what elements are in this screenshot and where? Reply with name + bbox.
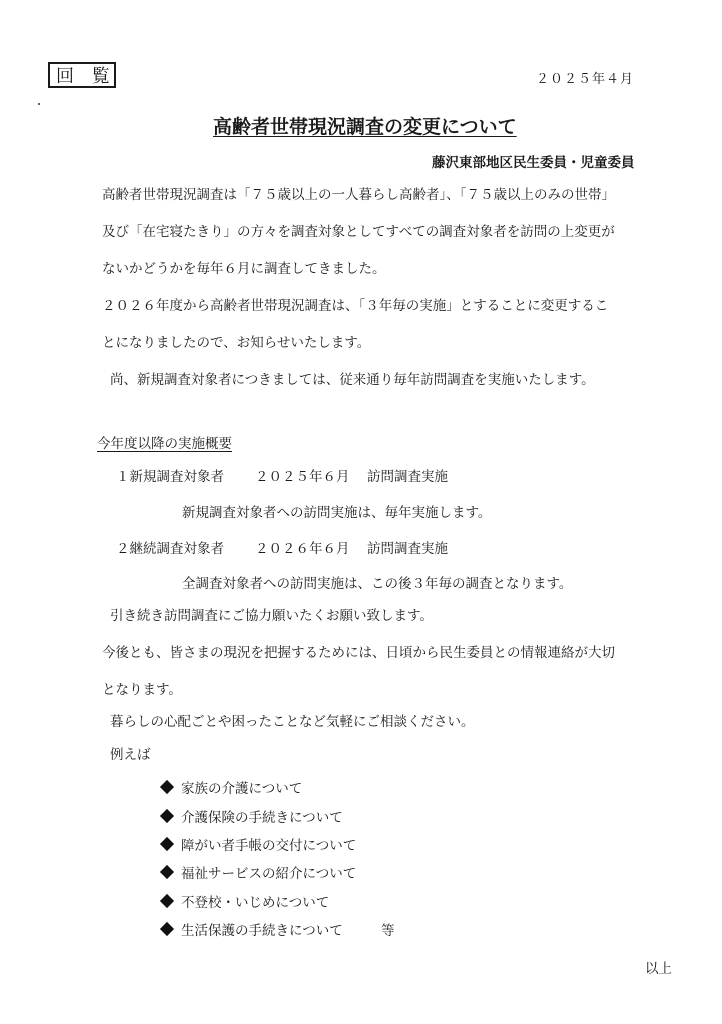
example-item xyxy=(160,779,302,799)
overview-item-date: ２０２６年６月 xyxy=(255,541,350,557)
diamond-bullet-icon xyxy=(160,865,174,879)
overview-heading: 今年度以降の実施概要 xyxy=(97,436,232,452)
overview-item-note: 新規調査対象者への訪問実施は、毎年実施します。 xyxy=(182,505,492,521)
example-item-text: 障がい者手帳の交付について xyxy=(181,838,357,854)
overview-item-action: 訪問調査実施 xyxy=(367,469,448,485)
diamond-bullet-icon xyxy=(160,780,174,794)
intro-line: 尚、新規調査対象者につきましては、従来通り毎年訪問調査を実施いたします。 xyxy=(110,372,595,388)
scan-speck xyxy=(38,103,40,105)
closing-line: 引き続き訪問調査にご協力願いたくお願い致します。 xyxy=(110,608,433,624)
intro-line: ないかどうかを毎年６月に調査してきました。 xyxy=(102,261,386,277)
diamond-bullet-icon xyxy=(160,837,174,851)
intro-line: とになりましたので、お知らせいたします。 xyxy=(102,335,371,351)
closing-line: 今後とも、皆さまの現況を把握するためには、日頃から民生委員との情報連絡が大切 xyxy=(102,645,615,661)
example-item xyxy=(160,921,343,941)
circulation-stamp: 回 覧 xyxy=(48,62,116,88)
intro-line: ２０２６年度から高齢者世帯現況調査は、「３年毎の実施」とすることに変更するこ xyxy=(102,298,609,314)
intro-line: 及び「在宅寝たきり」の方々を調査対象としてすべての調査対象者を訪問の上変更が xyxy=(102,224,615,240)
closing-mark: 以上 xyxy=(645,961,672,977)
overview-item-label: ２継続調査対象者 xyxy=(116,541,224,557)
document-title: 高齢者世帯現況調査の変更について xyxy=(213,116,517,138)
closing-line: となります。 xyxy=(102,682,182,698)
example-item-text: 不登校・いじめについて xyxy=(181,895,330,911)
overview-item-action: 訪問調査実施 xyxy=(367,541,448,557)
examples-suffix: 等 xyxy=(381,923,395,939)
example-item-text: 生活保護の手続きについて xyxy=(181,923,343,939)
overview-item-date: ２０２５年６月 xyxy=(255,469,350,485)
diamond-bullet-icon xyxy=(160,894,174,908)
example-item-text: 家族の介護について xyxy=(181,781,303,797)
diamond-bullet-icon xyxy=(160,809,174,823)
example-item xyxy=(160,808,343,828)
example-item-text: 介護保険の手続きについて xyxy=(181,810,343,826)
intro-line: 高齢者世帯現況調査は「７５歳以上の一人暮らし高齢者」、「７５歳以上のみの世帯」 xyxy=(102,187,615,203)
document-author: 藤沢東部地区民生委員・児童委員 xyxy=(432,155,635,171)
example-item xyxy=(160,893,329,913)
overview-item-note: 全調査対象者への訪問実施は、この後３年毎の調査となります。 xyxy=(182,576,573,592)
diamond-bullet-icon xyxy=(160,922,174,936)
example-item-text: 福祉サービスの紹介について xyxy=(181,866,357,882)
example-item xyxy=(160,864,356,884)
example-item xyxy=(160,836,356,856)
overview-item-label: １新規調査対象者 xyxy=(116,469,224,485)
closing-line: 例えば xyxy=(110,747,151,763)
document-date: ２０２５年４月 xyxy=(536,72,635,87)
closing-line: 暮らしの心配ごとや困ったことなど気軽にご相談ください。 xyxy=(110,714,475,730)
